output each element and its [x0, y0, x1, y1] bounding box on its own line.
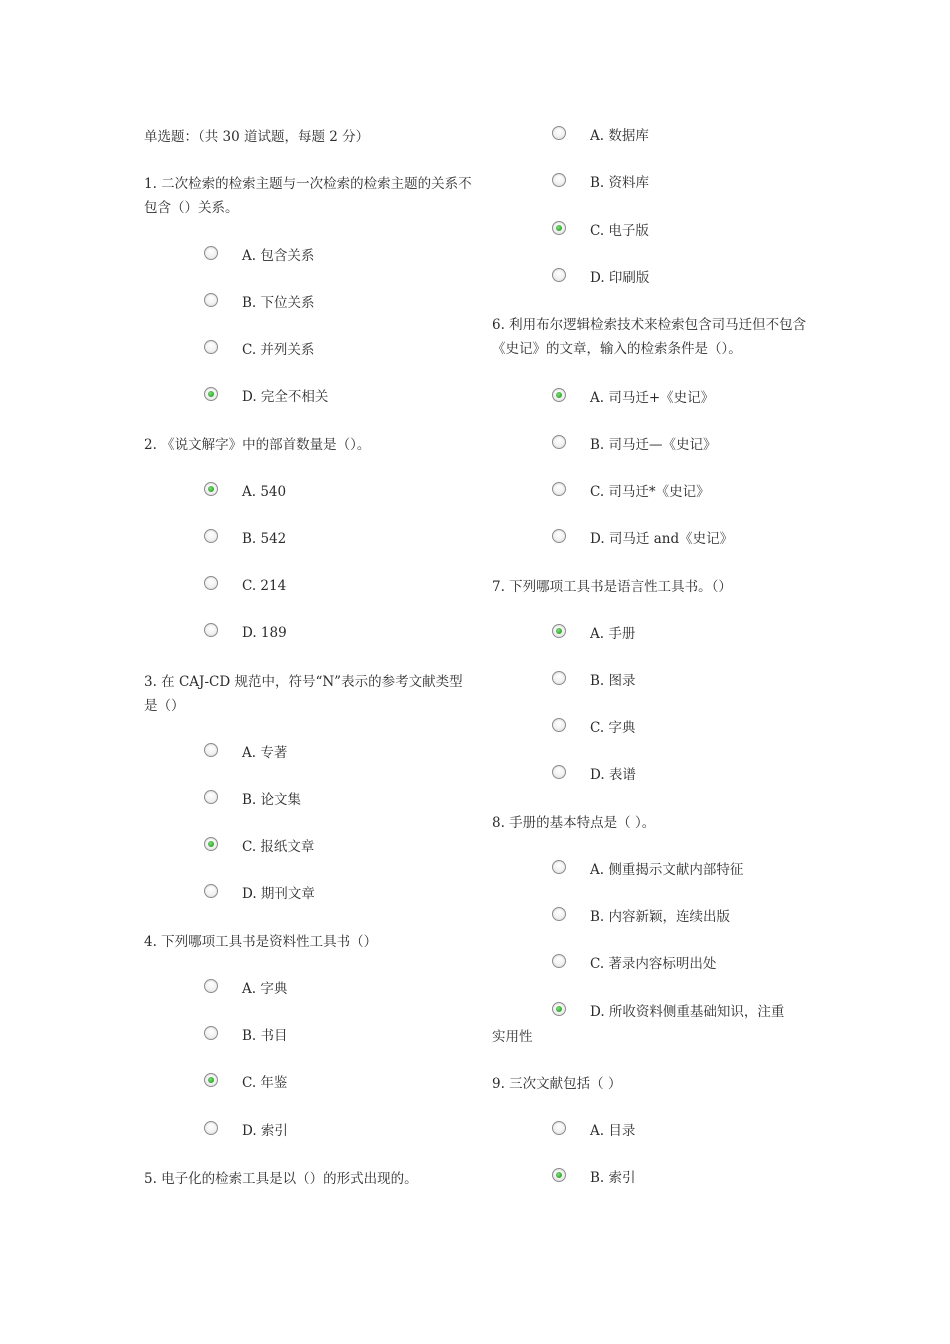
radio-icon[interactable] [552, 1168, 566, 1182]
question-3-text: 3. 在 CAJ-CD 规范中，符号“N”表示的参考文献类型是（） [144, 674, 463, 714]
question-8-option-d-continuation: 实用性 [492, 1029, 533, 1045]
radio-icon[interactable] [204, 837, 218, 851]
radio-icon[interactable] [204, 293, 218, 307]
radio-icon[interactable] [552, 860, 566, 874]
question-1-text: 1. 二次检索的检索主题与一次检索的检索主题的关系不包含（）关系。 [144, 176, 472, 216]
radio-icon[interactable] [204, 246, 218, 260]
radio-icon[interactable] [204, 340, 218, 354]
radio-icon[interactable] [204, 1121, 218, 1135]
radio-icon[interactable] [552, 954, 566, 968]
radio-icon[interactable] [204, 1026, 218, 1040]
radio-icon[interactable] [552, 907, 566, 921]
question-5-text: 5. 电子化的检索工具是以（）的形式出现的。 [144, 1171, 418, 1187]
radio-icon[interactable] [204, 576, 218, 590]
radio-icon[interactable] [204, 623, 218, 637]
radio-icon[interactable] [204, 1073, 218, 1087]
radio-icon[interactable] [552, 173, 566, 187]
radio-icon[interactable] [552, 482, 566, 496]
question-4-text: 4. 下列哪项工具书是资料性工具书（） [144, 934, 378, 950]
radio-icon[interactable] [552, 765, 566, 779]
section-header: 单选题：（共 30 道试题，每题 2 分） [144, 129, 370, 145]
radio-icon[interactable] [552, 624, 566, 638]
question-7-text: 7. 下列哪项工具书是语言性工具书。（） [492, 579, 732, 595]
radio-icon[interactable] [204, 529, 218, 543]
radio-icon[interactable] [204, 482, 218, 496]
question-6-text: 6. 利用布尔逻辑检索技术来检索包含司马迁但不包含《史记》的文章，输入的检索条件是（）。 [492, 317, 807, 357]
question-9-text: 9. 三次文献包括（ ） [492, 1076, 622, 1092]
radio-icon[interactable] [552, 268, 566, 282]
radio-icon[interactable] [552, 671, 566, 685]
radio-icon[interactable] [552, 435, 566, 449]
radio-icon[interactable] [552, 718, 566, 732]
question-2-text: 2. 《说文解字》中的部首数量是（）。 [144, 437, 371, 453]
radio-icon[interactable] [552, 1121, 566, 1135]
radio-icon[interactable] [204, 387, 218, 401]
radio-icon[interactable] [552, 529, 566, 543]
radio-icon[interactable] [204, 790, 218, 804]
radio-icon[interactable] [552, 1002, 566, 1016]
radio-icon[interactable] [552, 221, 566, 235]
radio-icon[interactable] [204, 979, 218, 993]
radio-icon[interactable] [204, 743, 218, 757]
radio-icon[interactable] [552, 126, 566, 140]
question-8-text: 8. 手册的基本特点是（ ）。 [492, 815, 656, 831]
radio-icon[interactable] [552, 388, 566, 402]
radio-icon[interactable] [204, 884, 218, 898]
